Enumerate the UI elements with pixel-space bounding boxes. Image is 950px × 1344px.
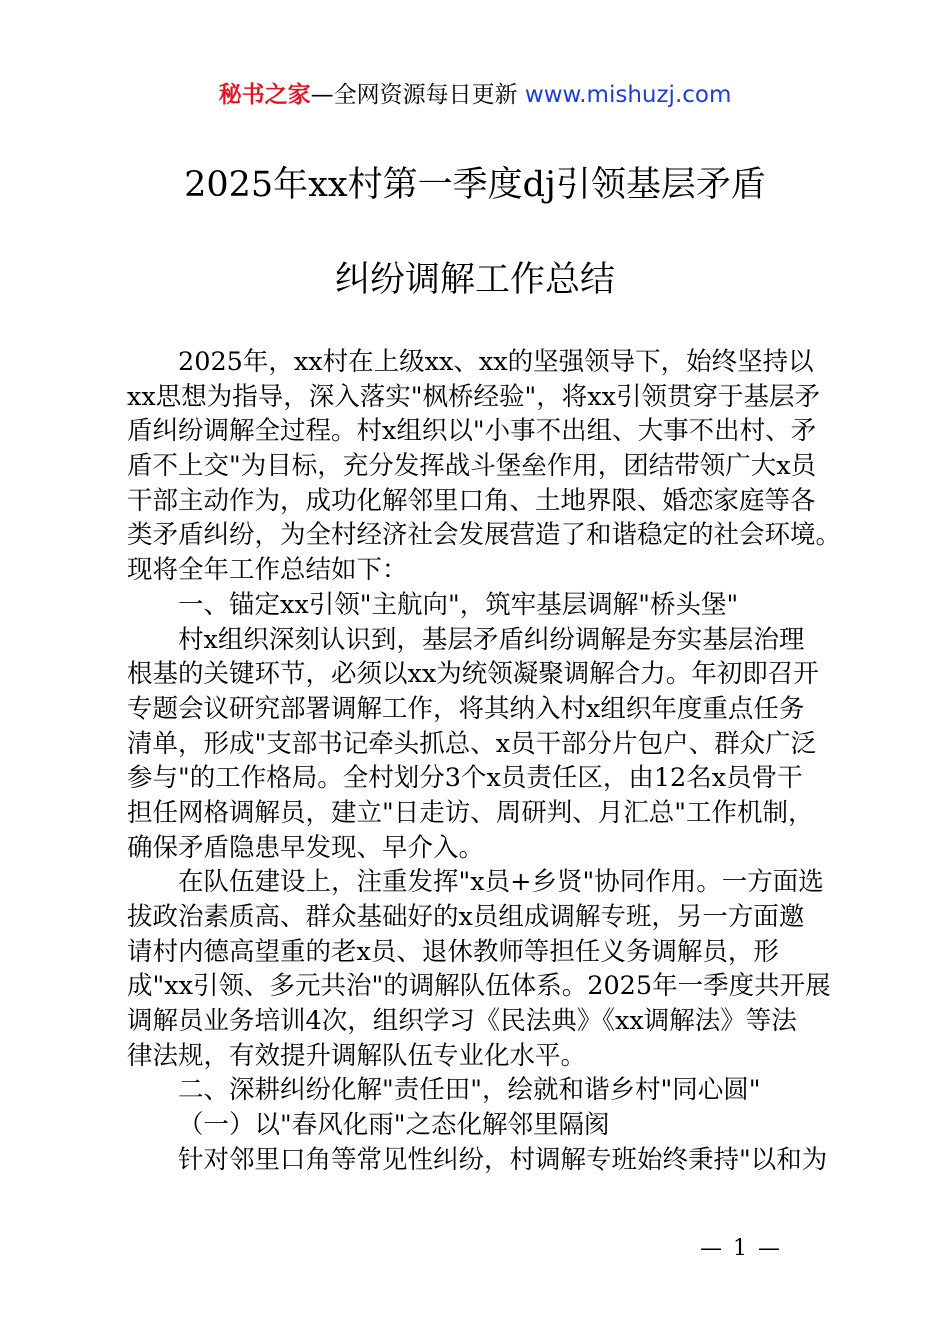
intro-paragraph-line: 类矛盾纠纷，为全村经济社会发展营造了和谐稳定的社会环境。 — [127, 520, 842, 551]
intro-paragraph-line: 现将全年工作总结如下： — [127, 555, 408, 586]
document-title-line-1: 2025年xx村第一季度dj引领基层矛盾 — [184, 165, 766, 205]
intro-paragraph-line: 2025年，xx村在上级xx、xx的坚强领导下，始终坚持以 — [178, 347, 814, 377]
brand-name: 秘书之家 — [218, 82, 311, 108]
section-1-paragraph-line: 专题会议研究部署调解工作，将其纳入村x组织年度重点任务 — [127, 693, 805, 724]
page-number: — 1 — — [700, 1236, 782, 1261]
document-title-line-2: 纠纷调解工作总结 — [334, 260, 615, 300]
site-header — [0, 78, 950, 112]
site-url-link[interactable]: www.mishuzj.com — [524, 82, 732, 108]
subsection-1-paragraph-line: 针对邻里口角等常见性纠纷，村调解专班始终秉持"以和为 — [178, 1144, 828, 1175]
document-body — [127, 345, 842, 1178]
section-1-paragraph-line: 确保矛盾隐患早发现、早介入。 — [127, 832, 485, 863]
section-1-paragraph-line: 担任网格调解员，建立"日走访、周研判、月汇总"工作机制， — [127, 797, 814, 828]
section-1-paragraph-line: 参与"的工作格局。全村划分3个x员责任区，由12名x员骨干 — [127, 763, 803, 794]
intro-paragraph-line: xx思想为指导，深入落实"枫桥经验"，将xx引领贯穿于基层矛 — [127, 381, 820, 412]
section-heading-2: 二、深耕纠纷化解"责任田"，绘就和谐乡村"同心圆" — [178, 1075, 761, 1106]
section-1-paragraph-2-line: 律法规，有效提升调解队伍专业化水平。 — [127, 1040, 587, 1071]
section-1-paragraph-2-line: 在队伍建设上，注重发挥"x员+乡贤"协同作用。一方面选 — [178, 867, 824, 898]
header-tagline: —全网资源每日更新 — [310, 82, 518, 108]
intro-paragraph-line: 干部主动作为，成功化解邻里口角、土地界限、婚恋家庭等各 — [127, 485, 816, 516]
section-1-paragraph-line: 村x组织深刻认识到，基层矛盾纠纷调解是夯实基层治理 — [178, 624, 805, 655]
section-1-paragraph-2-line: 拔政治素质高、群众基础好的x员组成调解专班，另一方面邀 — [127, 902, 805, 932]
section-1-paragraph-line: 根基的关键环节，必须以xx为统领凝聚调解合力。年初即召开 — [127, 659, 819, 690]
section-1-paragraph-2-line: 请村内德高望重的老x员、退休教师等担任义务调解员，形 — [127, 936, 779, 967]
intro-paragraph-line: 盾纠纷调解全过程。村x组织以"小事不出组、大事不出村、矛 — [127, 416, 817, 447]
section-1-paragraph-2-line: 成"xx引领、多元共治"的调解队伍体系。2025年一季度共开展 — [127, 971, 831, 1002]
intro-paragraph-line: 盾不上交"为目标，充分发挥战斗堡垒作用，团结带领广大x员 — [127, 451, 817, 482]
section-heading-1: 一、锚定xx引领"主航向"，筑牢基层调解"桥头堡" — [178, 589, 739, 620]
section-1-paragraph-2-line: 调解员业务培训4次，组织学习《民法典》《xx调解法》等法 — [127, 1006, 797, 1037]
section-1-paragraph-line: 清单，形成"支部书记牵头抓总、x员干部分片包户、群众广泛 — [127, 728, 817, 759]
subsection-heading-1: （一）以"春风化雨"之态化解邻里隔阂 — [178, 1110, 610, 1141]
